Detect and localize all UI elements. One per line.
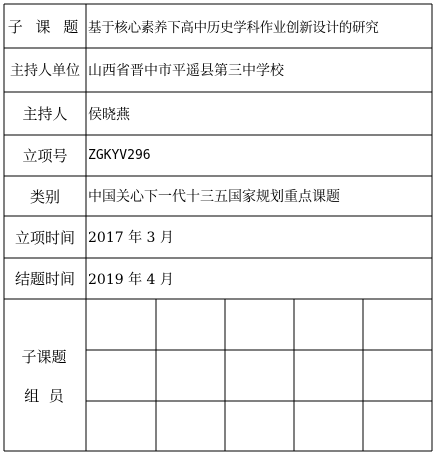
value-category: 中国关心下一代十三五国家规划重点课题: [88, 189, 340, 205]
label-members-line1: 子课题: [21, 348, 67, 366]
value-host-unit: 山西省晋中市平遥县第三中学校: [88, 63, 284, 79]
value-end-time: 2019 年 4 月: [88, 271, 174, 288]
member-cell[interactable]: [295, 300, 362, 349]
member-cell[interactable]: [87, 402, 155, 450]
member-cell[interactable]: [364, 402, 431, 450]
label-category: 类别: [29, 187, 60, 206]
label-members-line2: 组 员: [24, 387, 64, 405]
member-cell[interactable]: [87, 351, 155, 400]
member-cell[interactable]: [226, 300, 293, 349]
label-host-unit: 主持人单位: [10, 63, 80, 79]
label-members: [4, 302, 84, 450]
member-cell[interactable]: [226, 351, 293, 400]
label-end-time: 结题时间: [14, 270, 75, 288]
member-cell[interactable]: [87, 300, 155, 349]
member-cell[interactable]: [157, 351, 224, 400]
value-subtopic: 基于核心素养下高中历史学科作业创新设计的研究: [88, 20, 379, 36]
value-start-time: 2017 年 3 月: [88, 230, 174, 246]
value-host: 侯晓燕: [88, 106, 130, 123]
label-start-time: 立项时间: [14, 228, 75, 247]
member-cell[interactable]: [157, 402, 224, 450]
member-cell[interactable]: [364, 351, 431, 400]
member-cell[interactable]: [226, 402, 293, 450]
member-cell[interactable]: [295, 351, 362, 400]
label-subtopic: 子 课 题: [7, 17, 83, 36]
value-project-number: ZGKYV296: [88, 148, 151, 163]
label-project-number: 立项号: [22, 147, 68, 165]
member-cell[interactable]: [295, 402, 362, 450]
member-cell[interactable]: [157, 300, 224, 349]
label-host: 主持人: [22, 105, 68, 123]
member-cell[interactable]: [364, 300, 431, 349]
